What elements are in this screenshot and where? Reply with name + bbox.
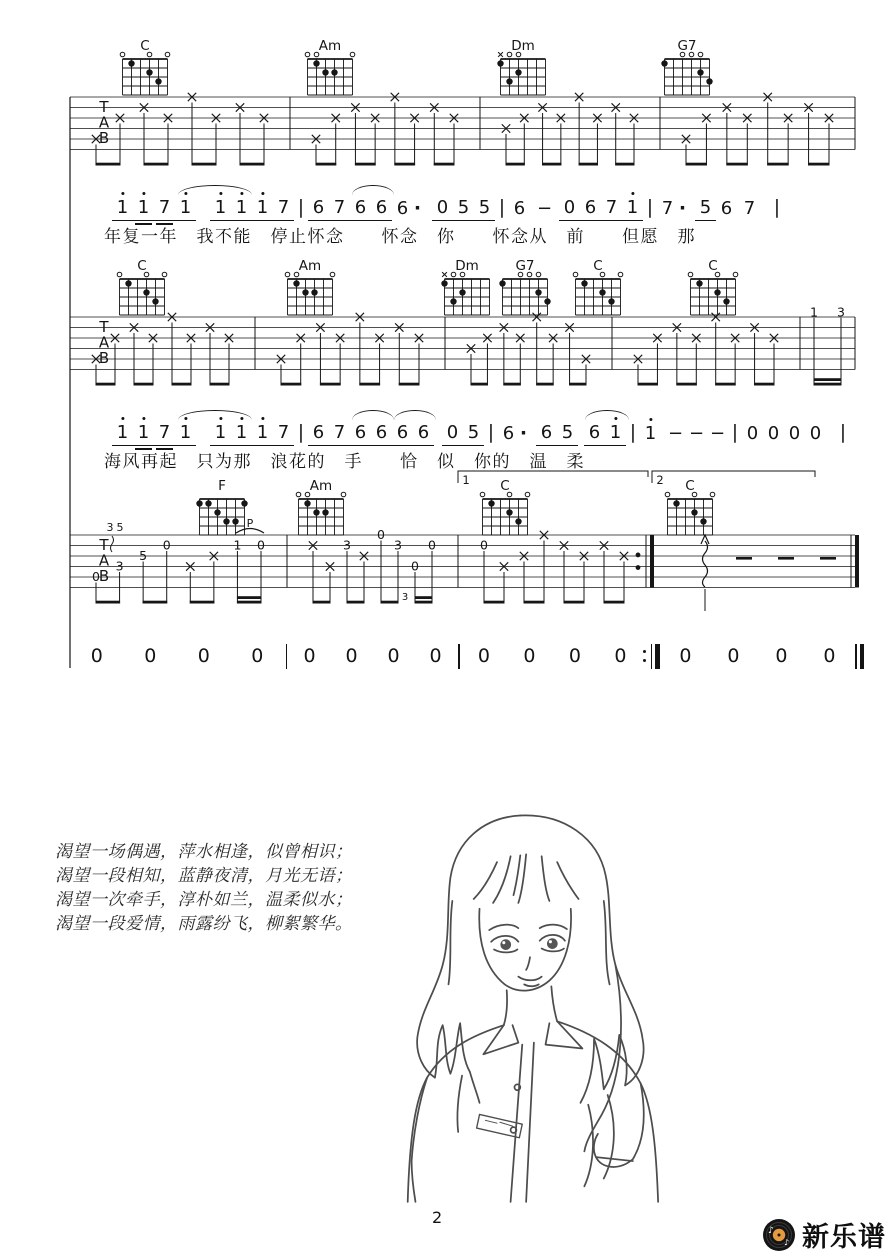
vinyl-record-icon: [761, 1217, 797, 1253]
svg-text:B: B: [98, 129, 110, 147]
svg-text:Am: Am: [298, 258, 322, 274]
final-bar: [860, 644, 865, 669]
face: [479, 909, 571, 991]
svg-text:3: 3: [401, 592, 409, 603]
zeros-measure: [289, 645, 457, 667]
jianpu-note: 1: [640, 422, 661, 446]
jianpu-note: 1: [210, 196, 231, 221]
repeat-dots: [643, 650, 646, 662]
svg-text:0: 0: [411, 558, 419, 574]
svg-text:0: 0: [428, 537, 436, 553]
jianpu-note: 6: [371, 421, 392, 446]
svg-text:A: A: [98, 551, 110, 570]
jianpu-note: 6: [584, 421, 605, 446]
svg-text:0: 0: [92, 569, 100, 584]
svg-text:A: A: [98, 113, 110, 132]
jianpu-note: 0: [432, 196, 453, 221]
dash-note: −: [667, 423, 684, 444]
tab-system: [70, 478, 859, 611]
svg-text:T: T: [99, 536, 109, 554]
spacer: [826, 445, 836, 446]
jianpu-note: 7: [743, 198, 756, 219]
jianpu-note: 0: [442, 421, 463, 446]
dot-note: ·: [413, 197, 422, 219]
chord-diagram-C: [120, 38, 170, 95]
jianpu-note: 6: [392, 421, 413, 446]
music-note-icon: ♪: [784, 1237, 790, 1247]
poem-line: 渴望一段相知，蓝静夜清，月光无语；: [55, 866, 353, 886]
jianpu-note: 0: [809, 423, 822, 444]
svg-text:A: A: [98, 333, 110, 352]
rest-zero: 0: [387, 645, 400, 667]
chord-diagram-F: [196, 478, 247, 535]
zeros-measure: [661, 645, 853, 667]
svg-text:G7: G7: [515, 258, 535, 274]
svg-text:1: 1: [233, 537, 242, 553]
jianpu-note: 1: [252, 421, 273, 446]
dash-note: −: [709, 423, 726, 444]
jianpu-note: 6: [536, 421, 557, 446]
jianpu-note: 6: [396, 198, 409, 219]
svg-text:0: 0: [162, 537, 171, 553]
chord-diagram-C: [480, 478, 530, 535]
svg-text:3: 3: [106, 521, 114, 534]
rest-zero: 0: [477, 645, 490, 667]
svg-text:1: 1: [462, 473, 470, 487]
svg-text:B: B: [98, 567, 110, 585]
svg-text:0: 0: [257, 537, 265, 553]
barline: |: [487, 421, 495, 443]
tab-system: [70, 38, 855, 166]
chord-diagram-Dm: [497, 38, 545, 95]
jianpu-note: 7: [329, 421, 350, 446]
zeros-measure: [70, 645, 284, 667]
svg-text:C: C: [708, 258, 718, 274]
svg-text:1: 1: [810, 304, 818, 320]
jianpu-line-2: [112, 418, 850, 446]
poem-block: [55, 840, 353, 936]
jianpu-note: 6: [308, 421, 329, 446]
poem-line: 渴望一段爱情，雨露纷飞，柳絮繁华。: [55, 914, 353, 934]
poem-line: 渴望一次牵手，淳朴如兰，温柔似水；: [55, 890, 353, 910]
svg-text:P: P: [246, 517, 254, 530]
tab-system: [70, 258, 855, 386]
jianpu-note: 5: [463, 421, 484, 446]
barline: [651, 644, 653, 669]
rest-zero: 0: [429, 645, 442, 667]
rhythm-zeros-row: [70, 642, 866, 670]
jianpu-note: 6: [308, 196, 329, 221]
svg-text:2: 2: [656, 473, 664, 487]
jianpu-note: 7: [661, 198, 674, 219]
poem-line: 渴望一场偶遇，萍水相逢，似曾相识；: [55, 842, 353, 862]
jianpu-note: 7: [329, 196, 350, 221]
svg-text:B: B: [98, 349, 110, 367]
rest-zero: 0: [345, 645, 358, 667]
volta-bracket-1: [458, 471, 648, 487]
lyric-line-2: 海风再起 只为那 浪花的 手 恰 似 你的 温 柔: [104, 452, 585, 472]
svg-text:3: 3: [343, 537, 351, 553]
jianpu-note: 6: [502, 423, 515, 444]
rest-zero: 0: [823, 645, 836, 667]
jianpu-note: 1: [112, 421, 133, 446]
jianpu-note: 0: [767, 423, 780, 444]
barline: |: [297, 196, 305, 218]
chord-diagram-Am: [285, 258, 335, 315]
svg-text:C: C: [593, 258, 603, 274]
svg-text:0: 0: [480, 537, 488, 553]
barline: |: [498, 196, 506, 218]
jianpu-note: 1: [231, 196, 252, 221]
repeat-end-bar: [655, 644, 660, 669]
rest-zero: 0: [197, 645, 210, 667]
barline: |: [773, 196, 781, 218]
spacer: [760, 220, 770, 221]
svg-text:3: 3: [837, 304, 845, 320]
svg-text:Am: Am: [318, 38, 342, 54]
music-note-icon: ♪: [768, 1225, 774, 1236]
svg-text:5: 5: [116, 521, 124, 534]
jianpu-note: 1: [175, 421, 196, 446]
chord-diagram-C: [665, 478, 715, 535]
rest-zero: 0: [523, 645, 536, 667]
svg-text:Am: Am: [309, 478, 333, 494]
spacer: [687, 220, 695, 221]
spacer: [434, 445, 442, 446]
chord-diagram-C: [117, 258, 167, 315]
svg-text:T: T: [99, 318, 109, 336]
chord-diagram-G7: [499, 258, 550, 315]
svg-text:0: 0: [377, 527, 385, 542]
jianpu-note: 6: [350, 196, 371, 221]
dash-note: −: [536, 198, 553, 219]
jianpu-note: 7: [154, 196, 175, 221]
svg-text:G7: G7: [677, 38, 697, 54]
dash-note: −: [688, 423, 705, 444]
barline: [855, 644, 857, 669]
jianpu-line-1: [112, 193, 784, 221]
jianpu-note: 5: [474, 196, 495, 221]
girl-sketch: [365, 788, 695, 1208]
jianpu-note: 1: [133, 421, 154, 446]
jianpu-note: 1: [605, 421, 626, 446]
chord-diagram-Am: [296, 478, 346, 535]
spacer: [528, 445, 536, 446]
rest-zero: 0: [303, 645, 316, 667]
lyric-line-1: 年复一年 我不能 停止怀念 怀念 你 怀念从 前 但愿 那: [104, 227, 696, 247]
svg-text:Dm: Dm: [511, 38, 535, 54]
jianpu-note: 7: [601, 196, 622, 221]
dot-note: ·: [678, 197, 687, 219]
jianpu-note: 7: [273, 196, 294, 221]
rest-zero: 0: [614, 645, 627, 667]
barline: |: [646, 196, 654, 218]
rest-zero: 0: [727, 645, 740, 667]
svg-text:C: C: [500, 478, 510, 494]
jianpu-note: 1: [133, 196, 154, 221]
jianpu-note: 1: [210, 421, 231, 446]
barline: |: [839, 421, 847, 443]
chord-diagram-Am: [305, 38, 355, 95]
chord-diagram-G7: [661, 38, 712, 95]
jianpu-note: 1: [175, 196, 196, 221]
barline: |: [297, 421, 305, 443]
barline: [286, 644, 288, 669]
jianpu-note: 0: [746, 423, 759, 444]
spacer: [196, 445, 210, 446]
barline: [458, 644, 460, 669]
svg-text:3: 3: [115, 558, 124, 574]
jianpu-note: 5: [557, 421, 578, 446]
rest-zero: 0: [90, 645, 103, 667]
svg-text:Dm: Dm: [455, 258, 479, 274]
jianpu-note: 6: [720, 198, 733, 219]
svg-text:5: 5: [139, 548, 148, 563]
jianpu-note: 7: [273, 421, 294, 446]
rest-zero: 0: [144, 645, 157, 667]
jianpu-note: 6: [371, 196, 392, 221]
svg-text:C: C: [685, 478, 695, 494]
svg-text:C: C: [137, 258, 147, 274]
jianpu-note: 1: [231, 421, 252, 446]
jianpu-note: 6: [513, 198, 526, 219]
barline: |: [731, 421, 739, 443]
jianpu-note: 1: [622, 196, 643, 221]
jianpu-note: 6: [350, 421, 371, 446]
chord-diagram-C: [573, 258, 623, 315]
svg-text:3: 3: [394, 537, 402, 553]
jianpu-note: 0: [788, 423, 801, 444]
spacer: [422, 220, 432, 221]
chord-diagram-C: [688, 258, 738, 315]
jianpu-note: 1: [112, 196, 133, 221]
volta-bracket-2: [652, 471, 815, 487]
dot-note: ·: [519, 422, 528, 444]
logo-text: 新乐谱: [802, 1222, 886, 1253]
rest-zero: 0: [679, 645, 692, 667]
rest-zero: 0: [251, 645, 264, 667]
jianpu-note: 6: [413, 421, 434, 446]
jianpu-note: 1: [252, 196, 273, 221]
jianpu-note: 7: [154, 421, 175, 446]
chord-diagram-Dm: [441, 258, 489, 315]
svg-text:C: C: [140, 38, 150, 54]
jianpu-note: 5: [695, 196, 716, 221]
page-number: 2: [432, 1208, 443, 1227]
site-logo: [761, 1215, 886, 1254]
zeros-measure: [461, 645, 643, 667]
jianpu-note: 5: [453, 196, 474, 221]
barline: |: [629, 421, 637, 443]
svg-text:F: F: [218, 478, 226, 494]
jianpu-note: 6: [580, 196, 601, 221]
rest-zero: 0: [568, 645, 581, 667]
jianpu-note: 0: [559, 196, 580, 221]
svg-text:T: T: [99, 98, 109, 116]
rest-zero: 0: [775, 645, 788, 667]
spacer: [196, 220, 210, 221]
